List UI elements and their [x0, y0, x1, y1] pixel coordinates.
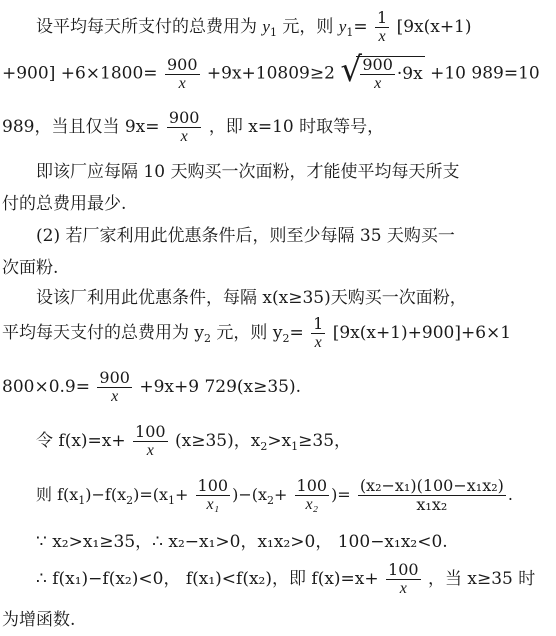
sub: 2 [126, 494, 134, 507]
line13: ∵ x₂>x₁≥35，∴ x₂−x₁>0，x₁x₂>0， 100−x₁x₂<0. [36, 532, 448, 552]
line14-a: ∴ f(x₁)−f(x₂)<0， f(x₁)<f(x₂)，即 f(x)=x+ [36, 569, 379, 589]
frac-num: 100 [135, 422, 166, 441]
line9-c: [9x(x+1)+900]+6×1 [332, 323, 512, 343]
fraction-1-over-x-2 [311, 316, 325, 351]
line9-b: 元，则 y [216, 323, 283, 343]
frac-den: x [146, 442, 154, 459]
fraction-result [358, 478, 506, 513]
line1-tail: [9x(x+1) [396, 17, 472, 37]
line11-d: ≥35， [298, 431, 352, 451]
fraction-900-over-x [165, 54, 200, 92]
frac-num: (x₂−x₁)(100−x₁x₂) [359, 476, 504, 495]
frac-den: x [180, 128, 188, 145]
sub-x1: 1 [291, 440, 299, 453]
line6: (2) 若厂家利用此优惠条件后，则至少每隔 35 天购买一 [36, 226, 455, 246]
frac-den: x₁x₂ [416, 495, 448, 514]
text-line-7 [2, 260, 58, 277]
line3-a: 989，当且仅当 9x= [2, 117, 160, 137]
text-line-9 [2, 316, 511, 351]
fraction-1-over-x [375, 10, 389, 45]
text-line-2 [2, 50, 540, 92]
text-line-15 [2, 612, 75, 629]
line10-b: +9x+9 729(x≥35). [139, 377, 302, 397]
frac-num: 900 [362, 55, 393, 74]
frac-num: 1 [313, 314, 324, 333]
line2-c: +10 989=10 [430, 63, 540, 84]
line11-b: (x≥35)，x [174, 431, 261, 451]
line12-h: . [507, 485, 513, 504]
line1-text: 设平均每天所支付的总费用为 [36, 17, 257, 37]
text-line-12 [36, 478, 513, 513]
line12-g: )= [331, 485, 351, 504]
line5: 付的总费用最少. [2, 194, 127, 214]
line3-b: ，即 x=10 时取等号， [208, 117, 385, 137]
eq-1: = [353, 17, 368, 37]
frac-den: x [111, 388, 119, 405]
line12-c: )=(x [133, 485, 169, 504]
line12-e: )−(x [232, 485, 268, 504]
frac-num: 900 [166, 54, 198, 74]
sub-2: 2 [204, 332, 212, 345]
fraction-900-over-x-sqrt [360, 57, 395, 92]
text-line-3 [2, 110, 384, 145]
fraction-100-over-x1 [196, 478, 231, 513]
frac-num: 100 [388, 560, 419, 579]
line15: 为增函数. [2, 610, 76, 630]
sub-1b: 1 [346, 26, 354, 39]
line12-d: + [175, 485, 189, 504]
line2-a: +900] +6×1800= [2, 63, 158, 84]
line12-a: 则 f(x [36, 485, 79, 504]
line4: 即该厂应每隔 10 天购买一次面粉，才能使平均每天所支 [36, 162, 460, 182]
text-line-1 [36, 10, 472, 45]
text-line-11 [36, 424, 351, 459]
fraction-100-over-x [133, 424, 168, 459]
frac-den: x₁ [206, 496, 220, 513]
eq-9: = [289, 323, 304, 343]
frac-num: 1 [376, 8, 388, 27]
radicand [356, 56, 424, 92]
frac-den: x [374, 75, 382, 92]
frac-num: 900 [168, 108, 200, 127]
text-line-8 [36, 290, 467, 307]
fraction-100-over-x-2 [386, 562, 421, 597]
line2-b: +9x+10809≥2 [206, 63, 335, 84]
text-line-4 [36, 164, 459, 181]
sub: 1 [168, 494, 176, 507]
line11-c: >x [267, 431, 292, 451]
text-line-14 [36, 562, 535, 597]
square-root [340, 50, 424, 92]
sub: 1 [78, 494, 86, 507]
text-line-10 [2, 370, 301, 405]
line14-b: ，当 x≥35 时 [428, 569, 536, 589]
text-line-6 [36, 228, 455, 245]
line12-f: + [274, 485, 288, 504]
fraction-100-over-x2 [295, 478, 330, 513]
sub-1: 1 [269, 26, 277, 39]
fraction-900-over-x-3 [97, 370, 132, 405]
sub-2b: 2 [282, 332, 290, 345]
line7: 次面粉. [2, 258, 59, 278]
line10-a: 800×0.9= [2, 377, 90, 397]
text-line-13 [36, 534, 448, 551]
frac-num: 100 [197, 476, 229, 495]
sub-x2: 2 [260, 440, 268, 453]
frac-den: x [314, 334, 322, 351]
var-y1: y [262, 17, 270, 36]
yuan-text: 元，则 [282, 17, 334, 37]
line8: 设该厂利用此优惠条件，每隔 x(x≥35)天购买一次面粉， [36, 288, 467, 308]
frac-den: x [178, 74, 186, 92]
sub: 2 [267, 494, 275, 507]
line9-a: 平均每天支付的总费用为 y [2, 323, 205, 343]
frac-den: x₂ [305, 496, 319, 513]
frac-den: x [399, 580, 407, 597]
frac-num: 100 [296, 476, 328, 495]
sqrt-tail: ·9x [396, 64, 423, 84]
line12-b: )−f(x [85, 485, 127, 504]
frac-den: x [378, 28, 386, 45]
fraction-900-over-x-2 [167, 110, 202, 145]
line11-a: 令 f(x)=x+ [36, 431, 126, 451]
radical-sign: √ [340, 50, 363, 90]
frac-num: 900 [99, 368, 130, 387]
var-y1b: y [338, 17, 347, 36]
text-line-5 [2, 196, 126, 213]
